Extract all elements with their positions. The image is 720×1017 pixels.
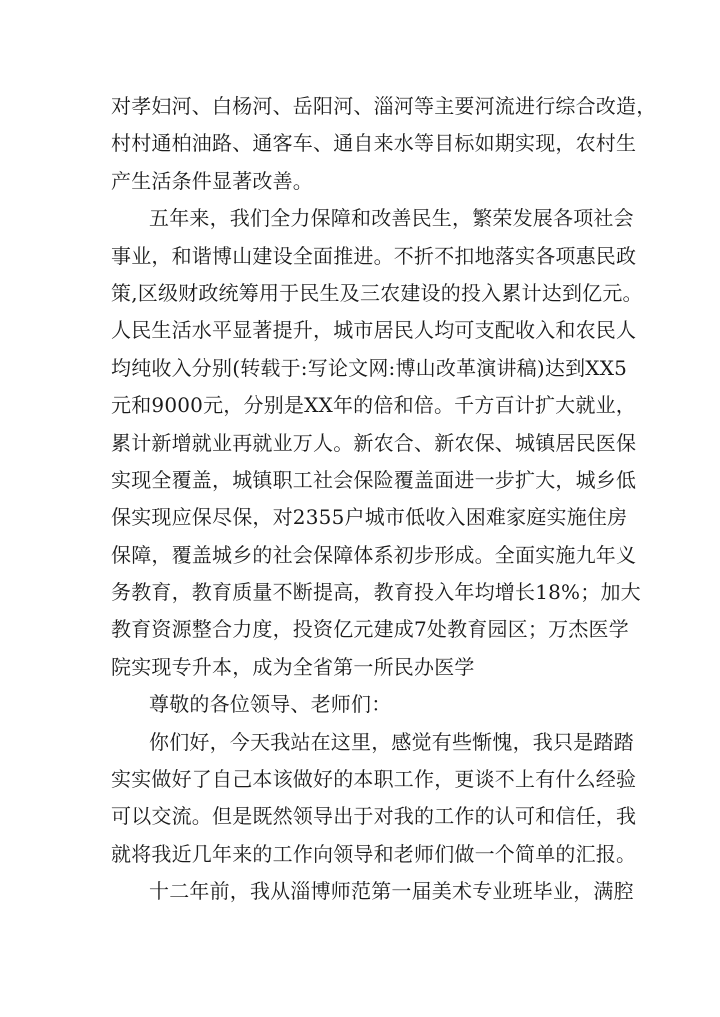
paragraph-start-line: 你们好，今天我站在这里，感觉有些惭愧，我只是踏踏 <box>149 729 634 754</box>
salutation-line: 尊敬的各位领导、老师们： <box>149 692 392 717</box>
text-line: 策,区级财政统筹用于民生及三农建设的投入累计达到亿元。 <box>111 280 643 305</box>
paragraph-start-line: 五年来，我们全力保障和改善民生，繁荣发展各项社会 <box>149 206 634 231</box>
paragraph-start-line: 十二年前，我从淄博师范第一届美术专业班毕业，满腔 <box>149 879 634 904</box>
text-line: 教育资源整合力度，投资亿元建成7处教育园区；万杰医学 <box>111 617 629 642</box>
text-line: 实现全覆盖，城镇职工社会保险覆盖面进一步扩大，城乡低 <box>111 467 637 492</box>
text-line: 院实现专升本，成为全省第一所民办医学 <box>111 654 475 679</box>
text-line: 事业，和谐博山建设全面推进。不折不扣地落实各项惠民政 <box>111 243 637 268</box>
text-line: 累计新增就业再就业万人。新农合、新农保、城镇居民医保 <box>111 430 637 455</box>
text-line: 对孝妇河、白杨河、岳阳河、淄河等主要河流进行综合改造， <box>111 94 657 118</box>
text-line: 产生活条件显著改善。 <box>111 168 313 193</box>
text-line: 元和9000元，分别是XX年的倍和倍。千方百计扩大就业， <box>111 393 636 418</box>
text-line: 就将我近几年来的工作向领导和老师们做一个简单的汇报。 <box>111 841 637 866</box>
text-line: 保实现应保尽保，对2355户城市低收入困难家庭实施住房 <box>111 505 628 530</box>
text-line: 村村通柏油路、通客车、通自来水等目标如期实现，农村生 <box>111 131 637 156</box>
text-line: 均纯收入分别(转载于:写论文网:博山改革演讲稿)达到XX5 <box>111 355 628 380</box>
text-line: 务教育，教育质量不断提高，教育投入年均增长18%；加大 <box>111 580 641 605</box>
text-line: 保障，覆盖城乡的社会保障体系初步形成。全面实施九年义 <box>111 542 637 567</box>
text-line: 人民生活水平显著提升，城市居民人均可支配收入和农民人 <box>111 318 637 343</box>
text-line: 可以交流。但是既然领导出于对我的工作的认可和信任，我 <box>111 804 637 829</box>
text-line: 实实做好了自己本该做好的本职工作，更谈不上有什么经验 <box>111 767 637 792</box>
body-text <box>111 88 657 911</box>
